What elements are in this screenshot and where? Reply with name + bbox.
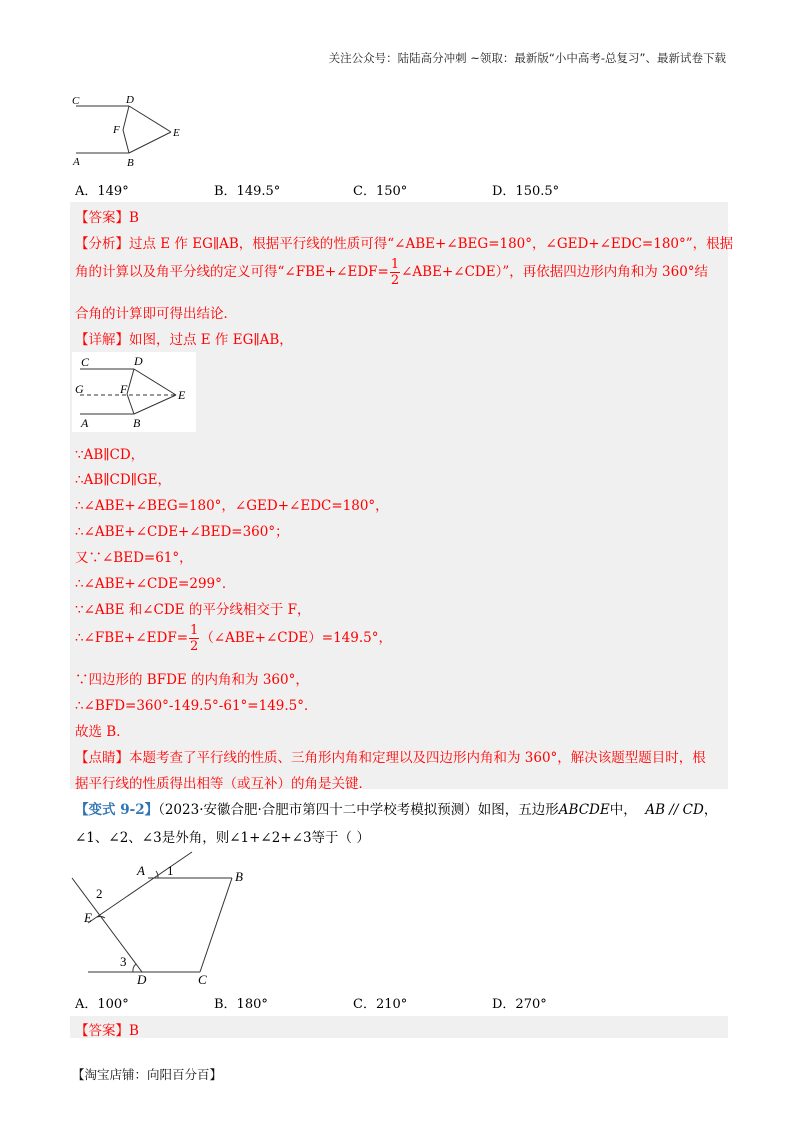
fig3-label-a: A xyxy=(137,863,145,878)
choice-c: C．150° xyxy=(353,184,408,199)
question-2-line-2: ∠1、∠2、∠3是外角，则∠1+∠2+∠3等于（ ） xyxy=(75,830,370,846)
fig2-label-a: A xyxy=(81,416,89,430)
fig3-label-e: E xyxy=(84,910,92,925)
q2-choice-b: B．180° xyxy=(214,997,268,1012)
fig1-label-c: C xyxy=(72,95,80,107)
step-6: ∴∠ABE+∠CDE=299°． xyxy=(75,576,236,592)
fig1-label-b: B xyxy=(127,157,134,169)
analysis-line-2: 角的计算以及角平分线的定义可得“∠FBE+∠EDF= $\frac{1}{2}$ ∠ABE+∠CDE）”，再依据四边形内角和为 360°结 xyxy=(75,257,709,288)
answer-2: 【答案】B xyxy=(75,1023,139,1039)
step-4: ∴∠ABE+∠CDE+∠BED=360°； xyxy=(75,524,289,540)
choice-d: D．150.5° xyxy=(492,184,560,199)
fig3-label-c: C xyxy=(198,972,207,987)
fig2-label-b: B xyxy=(133,416,141,430)
fig3-label-b: B xyxy=(235,869,243,884)
step-8: ∴∠FBE+∠EDF= $\frac{1}{2}$ （∠ABE+∠CDE）=149.5°， xyxy=(75,623,392,654)
q2-choice-c: C．210° xyxy=(353,997,408,1012)
choice-b: B．149.5° xyxy=(214,184,281,199)
fraction-half-step: $\frac{1}{2}$ xyxy=(190,623,199,654)
step-3: ∴∠ABE+∠BEG=180°，∠GED+∠EDC=180°， xyxy=(75,498,389,514)
fig3-angle-1: 1 xyxy=(167,863,174,878)
fig2-label-f: F xyxy=(120,382,128,396)
step-11: 故选 B． xyxy=(75,724,130,740)
question-2-choices xyxy=(75,993,631,1012)
answer-1: 【答案】B xyxy=(75,210,139,226)
page-header: 关注公众号：陆陆高分冲刺 ~领取：最新版“小中高考-总复习”、最新试卷下载 xyxy=(328,51,726,65)
fig2-label-c: C xyxy=(81,355,90,369)
fig3-angle-2: 2 xyxy=(96,886,103,901)
step-10: ∴∠BFD=360°-149.5°-61°=149.5°． xyxy=(75,698,318,714)
choice-a: A．149° xyxy=(75,184,129,199)
fig2-label-d: D xyxy=(134,354,143,368)
fig1-label-d: D xyxy=(126,94,134,106)
comment-line-1: 【点睛】本题考查了平行线的性质、三角形内角和定理以及四边形内角和为 360°，解决该题型题目时，根 xyxy=(75,750,706,766)
page-footer: 【淘宝店铺：向阳百分百】 xyxy=(72,1067,223,1082)
q2-choice-a: A．100° xyxy=(75,997,129,1012)
q2-choice-d: D．270° xyxy=(492,997,547,1012)
fig3-label-d: D xyxy=(137,972,147,987)
analysis-line-3: 合角的计算即可得出结论． xyxy=(75,306,237,322)
step-7: ∵∠ABE 和∠CDE 的平分线相交于 F， xyxy=(75,602,311,618)
step-2: ∴AB∥CD∥GE， xyxy=(75,472,172,488)
detail-intro: 【详解】如图，过点 E 作 EG∥AB， xyxy=(75,332,293,348)
fig2-label-g: G xyxy=(75,382,84,396)
fig1-label-f: F xyxy=(113,124,120,136)
fig3-angle-3: 3 xyxy=(120,954,127,969)
answer-2-panel xyxy=(70,1016,728,1038)
comment-line-2: 据平行线的性质得出相等（或互补）的角是关键． xyxy=(75,776,372,792)
fraction-half: $\frac{1}{2}$ xyxy=(390,257,400,288)
fig1-label-a: A xyxy=(73,156,80,168)
figure-3-pentagon xyxy=(70,848,250,988)
figure-2-diagram xyxy=(72,352,196,432)
question-2-line-1: 【变式 9-2】（2023·安徽合肥·合肥市第四十二中学校考模拟预测）如图，五边形ABCDE中， AB // CD， xyxy=(75,802,718,818)
question-1-choices xyxy=(75,180,631,199)
figure-1-diagram xyxy=(70,92,195,172)
fig1-label-e: E xyxy=(173,127,180,139)
step-1: ∵AB∥CD， xyxy=(75,447,145,463)
step-9: ∵四边形的 BFDE 的内角和为 360°， xyxy=(75,672,309,688)
fig2-label-e: E xyxy=(178,388,186,402)
step-5: 又∵∠BED=61°， xyxy=(75,550,193,566)
analysis-line-1: 【分析】过点 E 作 EG∥AB，根据平行线的性质可得“∠ABE+∠BEG=180°，∠GED+∠EDC=180°”，根据 xyxy=(75,236,734,252)
